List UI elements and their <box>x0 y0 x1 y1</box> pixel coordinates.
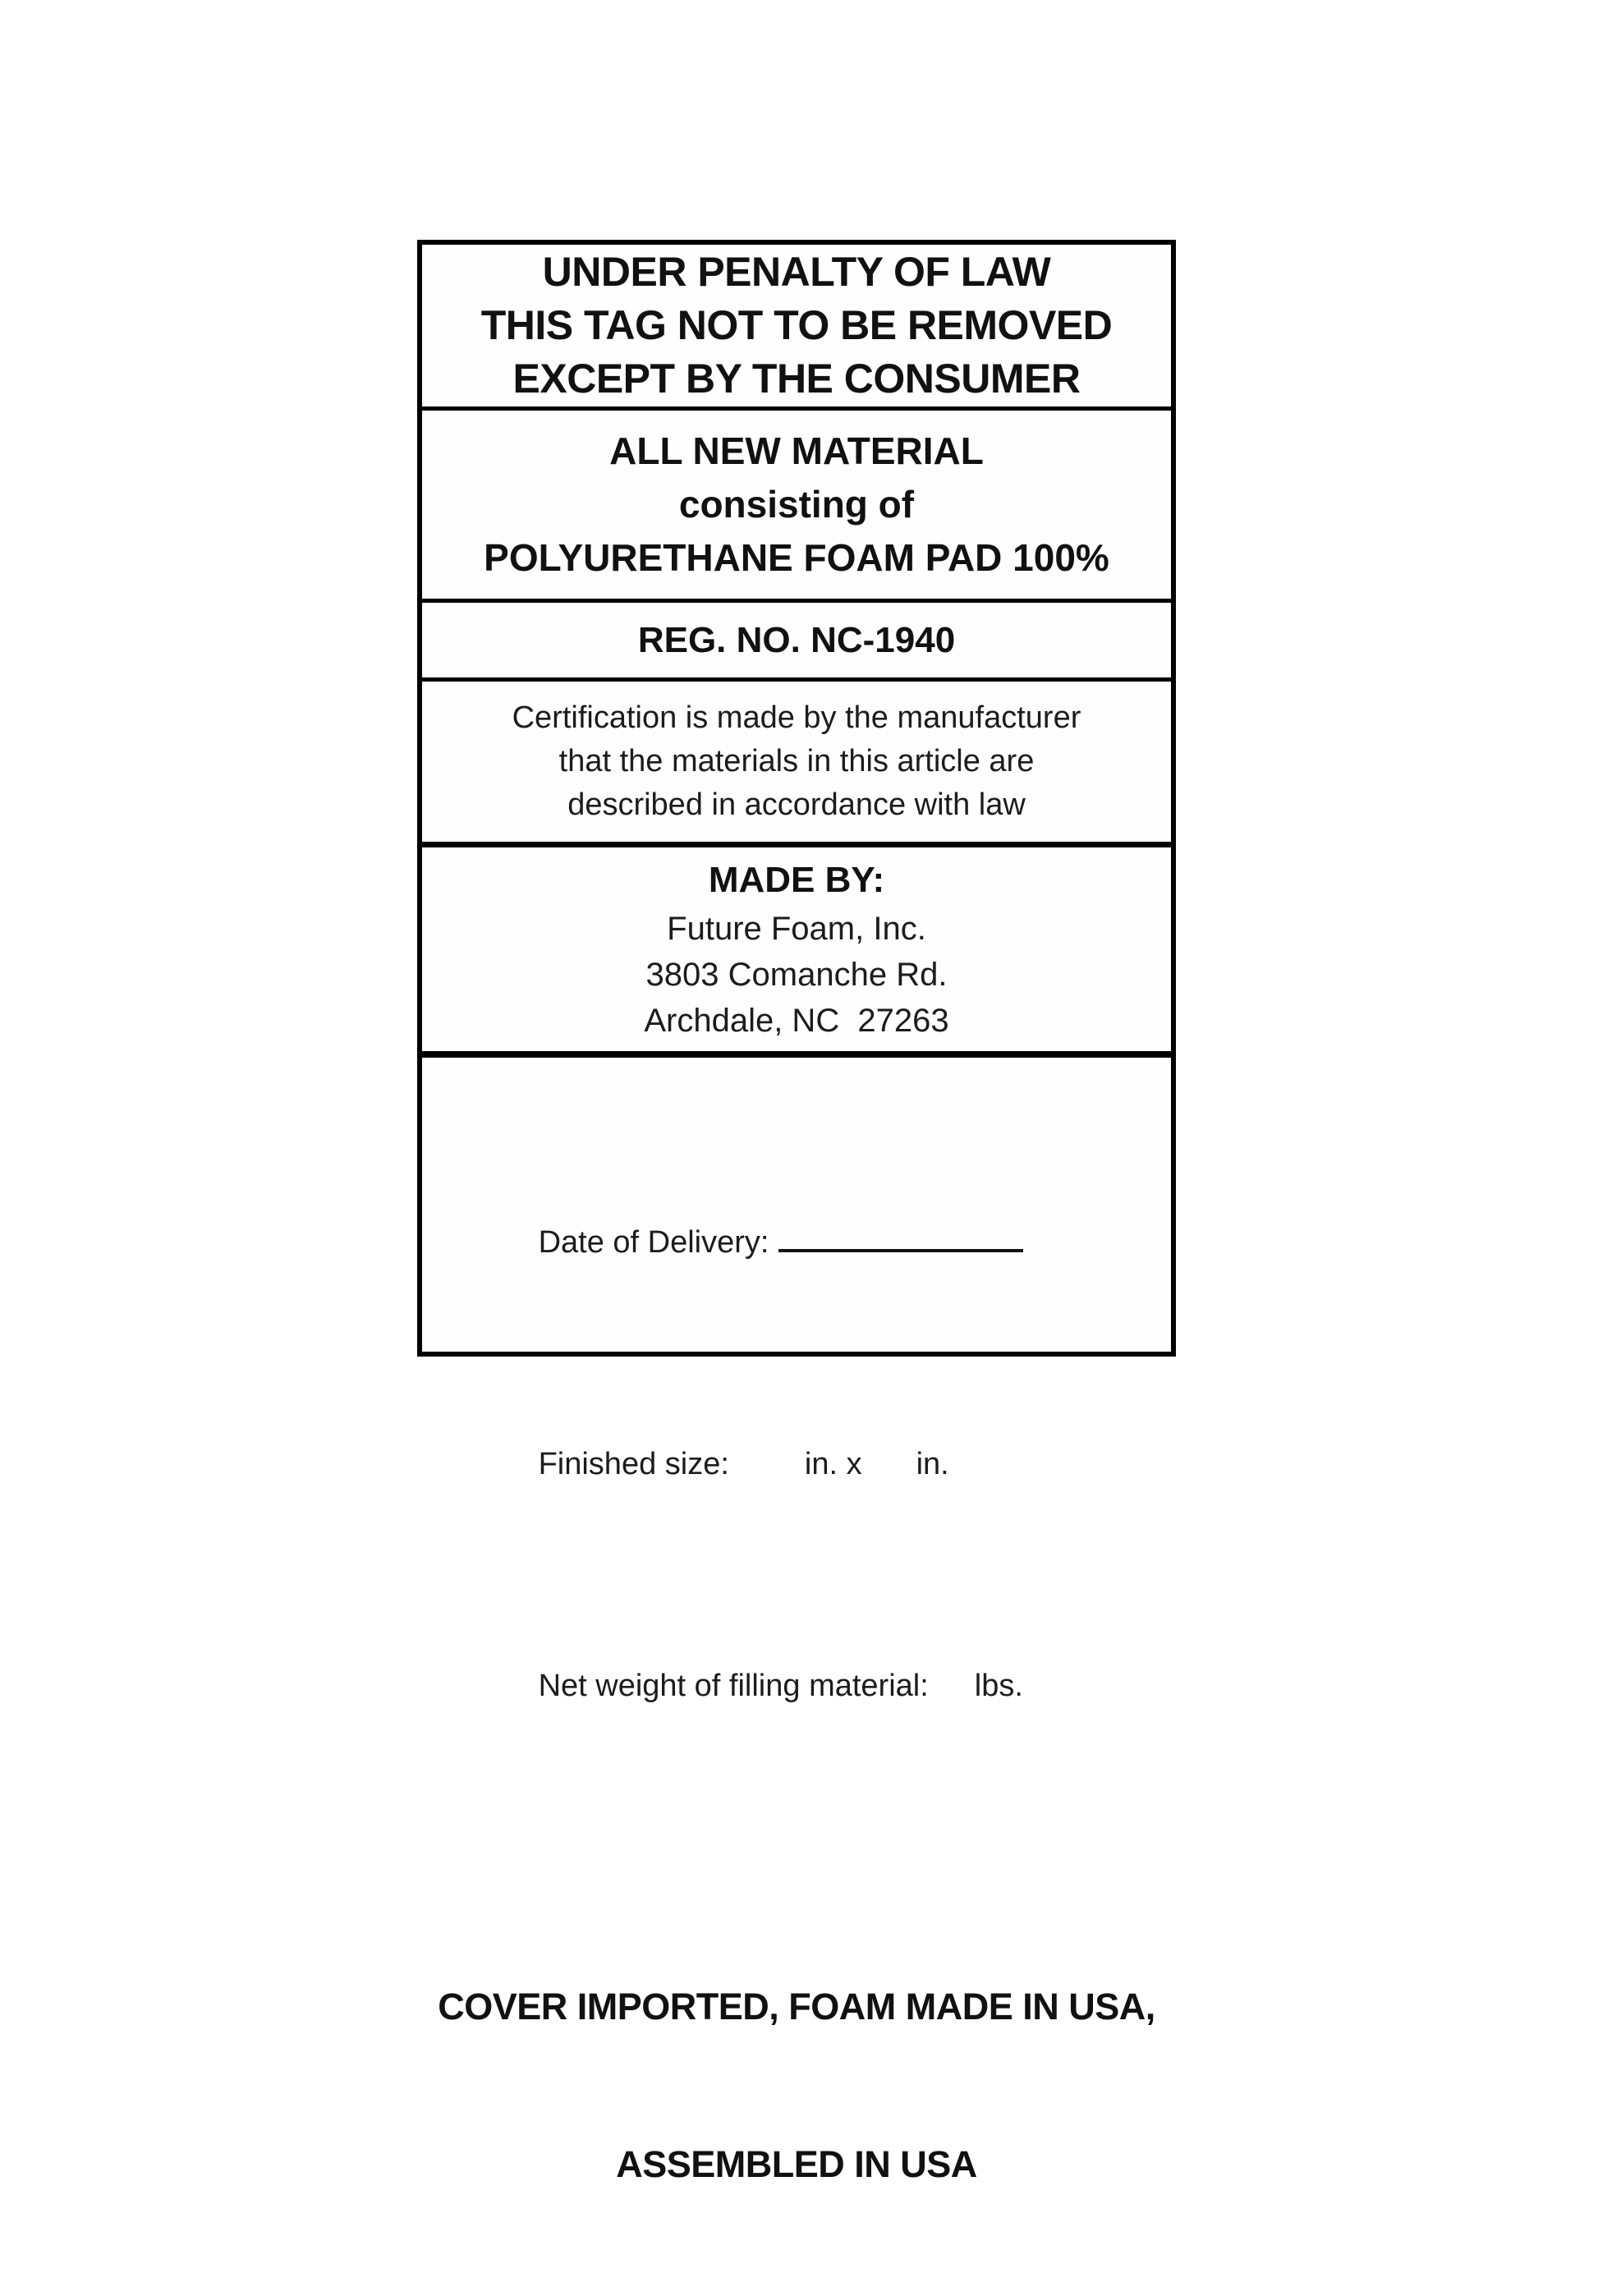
date-of-delivery-row <box>452 1176 1171 1309</box>
penalty-line-2: THIS TAG NOT TO BE REMOVED <box>480 302 1113 348</box>
registration-number-section <box>422 599 1171 677</box>
law-label-tag <box>417 240 1176 2185</box>
origin-statement-line-2: ASSEMBLED IN USA <box>616 2143 977 2185</box>
origin-statement-line-1: COVER IMPORTED, FOAM MADE IN USA, <box>438 1986 1155 2027</box>
manufacturer-section <box>422 842 1171 1051</box>
finished-size-label: Finished size: <box>538 1447 729 1481</box>
penalty-line-1: UNDER PENALTY OF LAW <box>542 249 1051 295</box>
material-contents-section <box>422 406 1171 599</box>
certification-line-3: described in accordance with law <box>567 788 1026 822</box>
date-of-delivery-label: Date of Delivery: <box>538 1225 769 1260</box>
certification-line-2: that the materials in this article are <box>558 744 1035 778</box>
manufacturer-street: 3803 Comanche Rd. <box>645 957 948 993</box>
finished-size-row <box>452 1398 1171 1531</box>
finished-size-unit-2: in. <box>916 1447 949 1481</box>
certification-line-1: Certification is made by the manufacturer <box>512 700 1081 735</box>
penalty-warning-section <box>422 245 1171 406</box>
registration-number: REG. NO. NC-1940 <box>637 619 956 660</box>
manufacturer-name: Future Foam, Inc. <box>667 911 926 947</box>
material-line-3: POLYURETHANE FOAM PAD 100% <box>484 536 1109 579</box>
fill-in-details-section <box>422 1051 1171 2185</box>
manufacturer-city-state-zip: Archdale, NC 27263 <box>644 1003 949 1039</box>
origin-statement <box>422 1876 1171 2296</box>
material-line-1: ALL NEW MATERIAL <box>609 429 984 472</box>
net-weight-row <box>452 1619 1171 1752</box>
material-line-2: consisting of <box>678 483 915 526</box>
finished-size-unit-1: in. x <box>804 1447 862 1481</box>
net-weight-unit: lbs. <box>974 1669 1023 1703</box>
certification-section <box>422 677 1171 842</box>
penalty-line-3: EXCEPT BY THE CONSUMER <box>512 356 1081 402</box>
date-of-delivery-blank-line <box>778 1221 1023 1252</box>
made-by-heading: MADE BY: <box>708 860 885 900</box>
net-weight-label: Net weight of filling material: <box>538 1669 929 1703</box>
fill-in-fields <box>422 1058 1171 1841</box>
